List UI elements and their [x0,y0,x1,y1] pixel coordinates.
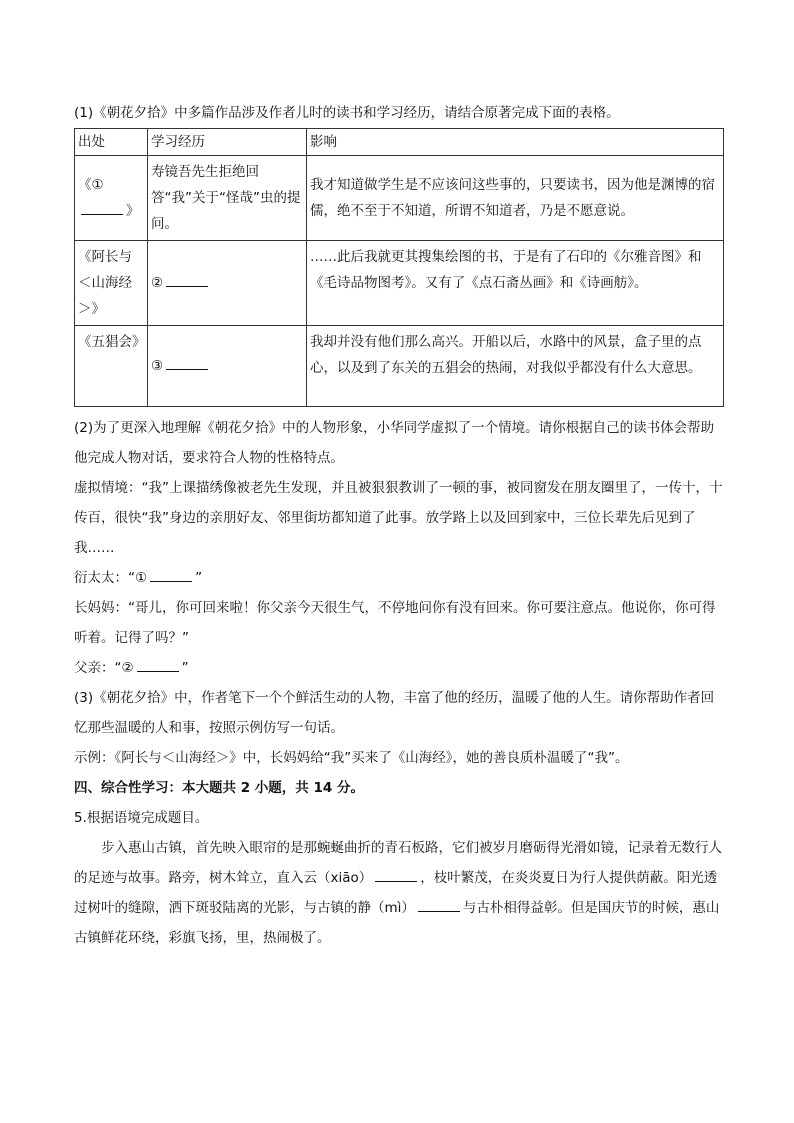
table-header-row [75,129,724,156]
row3-exp-pre: ③ [151,358,164,374]
row3-source: 《五猖会》 [75,326,148,407]
q5-passage [74,833,724,953]
passage-part-c: 与古朴相得益彰。但是国庆节的时候，惠山古镇鲜花环绕，彩旗飞扬，里，热闹极了。 [74,900,720,946]
row1-experience: 寿镜吾先生拒绝回答“我”关于“怪哉”虫的提问。 [148,156,307,241]
q5-title: 5.根据语境完成题目。 [74,810,209,826]
q2-line2: 长妈妈：“哥儿，你可回来啦！你父亲今天很生气，不停地问你有没有回来。你可要注意点。他说你，你可得听着。记得了吗？” [74,600,716,646]
section4-heading: 四、综合性学习：本大题共 2 小题，共 14 分。 [74,780,364,796]
row1-source-pre: 《① [78,177,104,193]
q2-line1 [74,563,724,593]
header-experience: 学习经历 [148,129,307,156]
q1-intro: (1)《朝花夕拾》中多篇作品涉及作者儿时的读书和学习经历，请结合原著完成下面的表格。 [74,105,620,121]
blank-1[interactable] [81,198,123,215]
blank-xiao[interactable] [375,865,417,882]
row1-source [75,156,148,241]
blank-mi[interactable] [418,895,460,912]
q3-example: 示例：《阿长与＜山海经＞》中，长妈妈给“我”买来了《山海经》，她的善良质朴温暖了“我”。 [74,750,629,766]
q3-intro: (3)《朝花夕拾》中，作者笔下一个个鲜活生动的人物，丰富了他的经历，温暖了他的人生。请你帮助作者回忆那些温暖的人和事，按照示例仿写一句话。 [74,690,715,736]
row2-experience [148,241,307,326]
table-row [75,156,724,241]
header-source: 出处 [75,129,148,156]
q2-intro: (2)为了更深入地理解《朝花夕拾》中的人物形象，小华同学虚拟了一个情境。请你根据自己的读书体会帮助他完成人物对话，要求符合人物的性格特点。 [74,420,715,466]
passage-part-b: ，枝叶繁茂，在炎炎夏日为行人提供荫蔽。阳光透过树叶的缝隙，洒下斑驳陆离的光影，与古镇的静（mì） [74,870,718,916]
line1-pre: 衍太太：“① [74,570,148,586]
q2-line3 [74,653,724,683]
reading-table [74,128,724,407]
q2-scenario: 虚拟情境：“我”上课描绣像被老先生发现，并且被狠狠教训了一顿的事，被同窗发在朋友圈里了，一传十，十传百，很快“我”身边的亲朋好友、邻里街坊都知道了此事。放学路上以及回到家中，三位长辈先后见到了我…… [74,480,723,556]
blank-3[interactable] [166,353,208,370]
blank-q2-1[interactable] [150,565,192,582]
row2-source: 《阿长与＜山海经＞》 [75,241,148,326]
blank-2[interactable] [166,270,208,287]
table-row [75,241,724,326]
line1-post: ” [195,570,203,586]
header-effect: 影响 [307,129,724,156]
row2-effect: ……此后我就更其搜集绘图的书，于是有了石印的《尔雅音图》和《毛诗品物图考》。又有了《点石斋丛画》和《诗画舫》。 [307,241,724,326]
blank-q2-2[interactable] [137,655,179,672]
table-row [75,326,724,407]
line3-post: ” [181,660,189,676]
line3-pre: 父亲：“② [74,660,134,676]
row1-source-post: 》 [126,203,140,219]
row1-effect: 我才知道做学生是不应该问这些事的，只要读书，因为他是渊博的宿儒，绝不至于不知道，所谓不知道者，乃是不愿意说。 [307,156,724,241]
row3-effect: 我却并没有他们那么高兴。开船以后，水路中的风景，盒子里的点心，以及到了东关的五猖会的热闹，对我似乎都没有什么大意思。 [307,326,724,407]
row3-experience [148,326,307,407]
document-page [74,100,724,953]
passage-part-a: 步入惠山古镇，首先映入眼帘的是那蜿蜒曲折的青石板路，它们被岁月磨砺得光滑如镜，记录着无数行人的足迹与故事。路旁，树木耸立，直入云（xiāo） [74,840,722,886]
row2-exp-pre: ② [151,275,164,291]
